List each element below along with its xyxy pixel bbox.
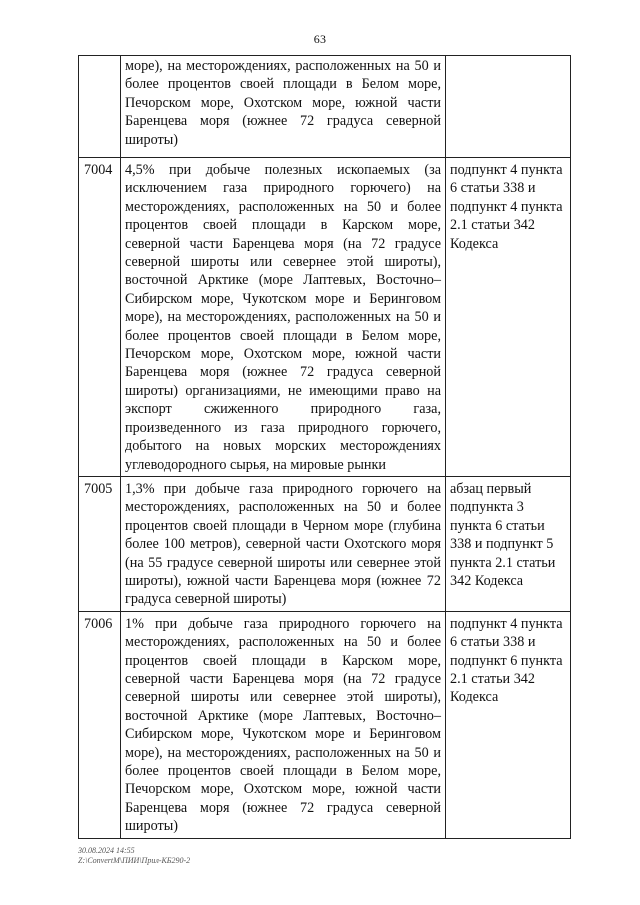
- footer-file-path: Z:\ConvertM\ПИИ\Прил-КБ290-2: [78, 856, 191, 865]
- document-footer: [78, 846, 190, 866]
- code-cell: 7005: [79, 476, 121, 611]
- description-cell: море), на месторождениях, расположенных на 50 и более процентов своей площади в Белом море, Печорском море, Охотском море, южной части Баренцева моря (южнее 72 градуса северной широты): [121, 56, 446, 158]
- reference-cell: [446, 56, 571, 158]
- code-cell: 7004: [79, 158, 121, 477]
- tax-rate-table: [78, 55, 571, 839]
- reference-cell: подпункт 4 пункта 6 статьи 338 и подпункт 6 пункта 2.1 статьи 342 Кодекса: [446, 611, 571, 838]
- reference-cell: подпункт 4 пункта 6 статьи 338 и подпункт 4 пункта 2.1 статьи 342 Кодекса: [446, 158, 571, 477]
- description-cell: 4,5% при добыче полезных ископаемых (за исключением газа природного горючего) на месторождениях, расположенных на 50 и более процентов своей площади в Карском море, северной части Баренцева моря (на 72 градусе северной широты или севернее этой широты), восточной Арктике (море Лаптевых, Восточно–Сибирском море, Чукотском море и Беринговом море), на месторождениях, расположенных на 50 и более процентов своей площади в Белом море, Печорском море, Охотском море, южной части Баренцева моря (южнее 72 градуса северной широты) организациями, не имеющими право на экспорт сжиженного природного газа, произведенного из газа природного горючего, добытого на новых морских месторождениях углеводородного сырья, на мировые рынки: [121, 158, 446, 477]
- reference-cell: абзац первый подпункта 3 пункта 6 статьи 338 и подпункт 5 пункта 2.1 статьи 342 Кодекса: [446, 476, 571, 611]
- code-cell: [79, 56, 121, 158]
- description-cell: 1% при добыче газа природного горючего на месторождениях, расположенных на 50 и более процентов своей площади в Карском море, северной части Баренцева моря (на 72 градусе северной широты или севернее этой широты), восточной Арктике (море Лаптевых, Восточно–Сибирском море, Чукотском море и Беринговом море), на месторождениях, расположенных на 50 и более процентов своей площади в Белом море, Печорском море, Охотском море, южной части Баренцева моря (южнее 72 градуса северной широты): [121, 611, 446, 838]
- page-number: 63: [313, 32, 327, 46]
- description-cell: 1,3% при добыче газа природного горючего на месторождениях, расположенных на 50 и более процентов своей площади в Черном море (глубина более 100 метров), северной части Охотского моря (на 55 градусе северной широты или севернее этой широты), южной части Баренцева моря (южнее 72 градуса северной широты): [121, 476, 446, 611]
- code-cell: 7006: [79, 611, 121, 838]
- table-row: [79, 476, 571, 611]
- footer-timestamp: 30.08.2024 14:55: [78, 846, 135, 855]
- table-row: [79, 611, 571, 838]
- table-row: [79, 158, 571, 477]
- table-row: [79, 56, 571, 158]
